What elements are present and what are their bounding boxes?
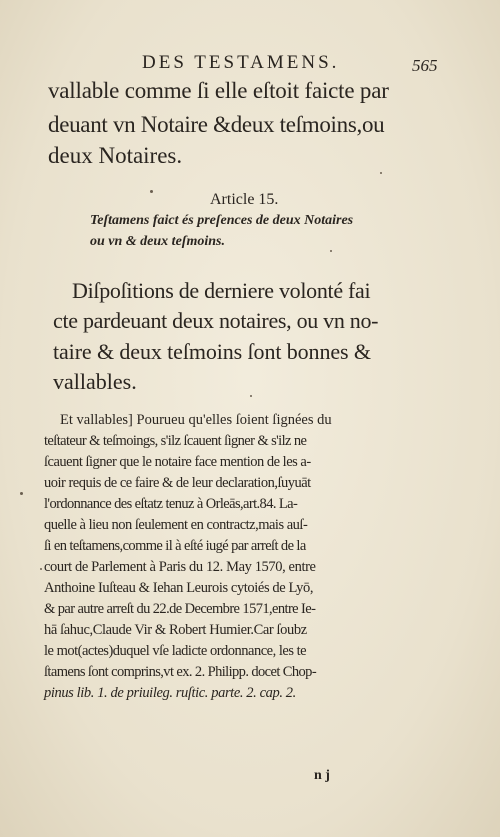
article-summary-line: Teſtamens faict és preſences de deux Notaires — [90, 213, 354, 228]
ink-speck — [20, 492, 23, 495]
article-heading: Article 15. — [210, 191, 279, 208]
ink-speck — [250, 395, 252, 397]
article-text-line: Diſpoſitions de derniere volonté fai — [72, 278, 371, 303]
continuation-line: deux Notaires. — [48, 143, 183, 168]
catchword: n j — [314, 768, 330, 783]
commentary-line: hā ſahuc,Claude Vir & Robert Humier.Car ſoubz — [44, 622, 307, 638]
article-summary-line: ou vn & deux teſmoins. — [90, 234, 225, 249]
running-head: DES TESTAMENS. — [142, 52, 340, 73]
commentary-line: quelle à lieu non ſeulement en contractz,mais auſ- — [44, 517, 308, 533]
commentary-line: Et vallables] Pourueu qu'elles ſoient ſignées du — [60, 412, 332, 428]
commentary-line: court de Parlement à Paris du 12. May 1570, entre — [44, 559, 316, 575]
commentary-line: le mot(actes)duquel vſe ladicte ordonnance, les te — [44, 643, 307, 659]
continuation-line: deuant vn Notaire &deux teſmoins,ou — [48, 112, 385, 137]
commentary-line: ſcauent ſigner que le notaire face mention de les a- — [44, 454, 311, 470]
ink-speck — [380, 172, 382, 174]
continuation-line: vallable comme ſi elle eſtoit faicte par — [48, 78, 389, 103]
commentary-line: l'ordonnance des eſtatz tenuz à Orleās,art.84. La- — [44, 496, 298, 512]
article-text-line: vallables. — [53, 369, 137, 394]
article-text-line: taire & deux teſmoins ſont bonnes & — [53, 339, 371, 364]
article-text-line: cte pardeuant deux notaires, ou vn no- — [53, 308, 379, 333]
commentary-line: uoir requis de ce faire & de leur declaration,ſuyuāt — [44, 475, 311, 491]
commentary-line: & par autre arreſt du 22.de Decembre 1571,entre Ie- — [44, 601, 316, 617]
page-number: 565 — [412, 56, 438, 75]
ink-speck — [330, 250, 332, 252]
ink-speck — [150, 190, 153, 193]
commentary-line: Anthoine Iuſteau & Iehan Leurois cytoiés de Lyō, — [44, 580, 314, 596]
commentary-line: ſtamens ſont comprins,vt ex. 2. Philipp. docet Chop- — [44, 664, 317, 680]
commentary-line: ſi en teſtamens,comme il à eſté iugé par arreſt de la — [44, 538, 306, 554]
commentary-line: teſtateur & teſmoings, s'ilz ſcauent ſigner & s'ilz ne — [44, 433, 307, 449]
commentary-line: pinus lib. 1. de priuileg. ruſtic. parte. 2. cap. 2. — [44, 685, 296, 701]
ink-speck — [40, 568, 42, 570]
